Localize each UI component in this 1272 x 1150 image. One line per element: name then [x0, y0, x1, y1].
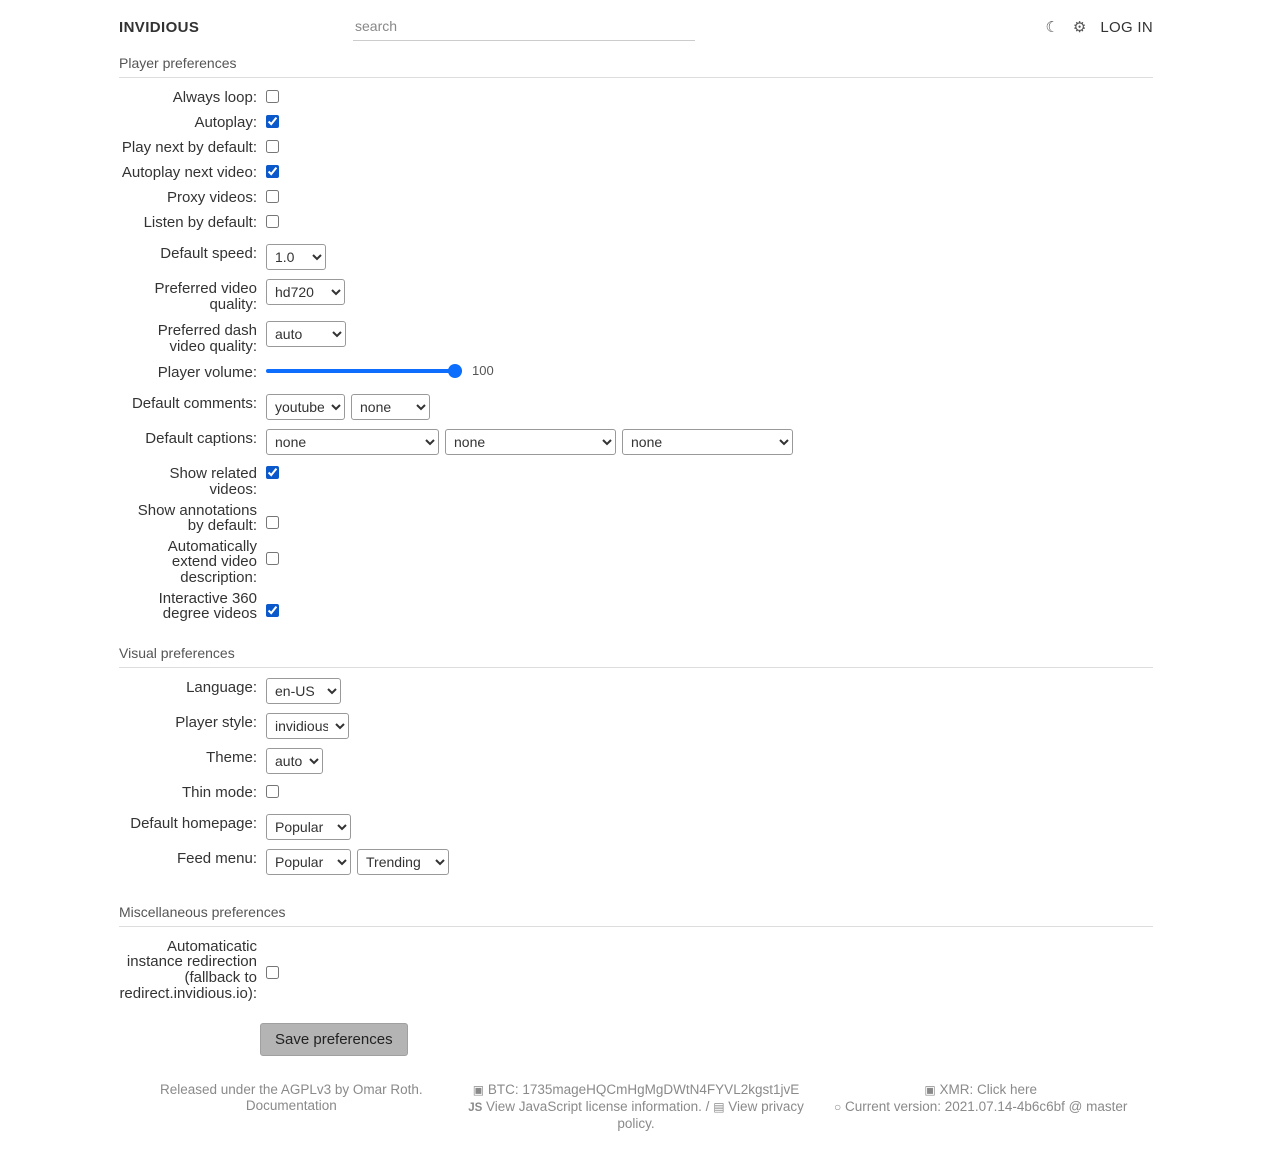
- select-default-speed[interactable]: [266, 244, 326, 270]
- pref-row-default-captions: [119, 429, 1153, 455]
- preferences-page: [0, 51, 1272, 1056]
- select-video-quality[interactable]: [266, 279, 345, 305]
- navbar-right: [819, 19, 1272, 36]
- field-play-next: [266, 138, 279, 153]
- section-title-misc: Miscellaneous preferences: [119, 900, 1153, 927]
- label-dash-quality: Preferred dash video quality:: [157, 322, 257, 355]
- field-show-related: [266, 464, 279, 479]
- label-always-loop: Always loop:: [172, 89, 257, 106]
- pref-row-feed-menu: [119, 849, 1153, 875]
- navbar-left: [0, 19, 353, 36]
- pref-row-autoplay: [119, 113, 1153, 135]
- footer-js-line: [464, 1099, 809, 1132]
- book-icon: ▤: [713, 1099, 725, 1114]
- field-default-speed: [266, 244, 326, 270]
- footer-left: [119, 1082, 464, 1132]
- field-player-volume: [266, 363, 494, 378]
- pref-row-default-comments: [119, 394, 1153, 420]
- navbar: [0, 0, 1272, 51]
- field-dash-quality: [266, 321, 346, 347]
- section-title-player: Player preferences: [119, 51, 1153, 78]
- label-theme: Theme:: [206, 748, 257, 766]
- label-player-style: Player style:: [175, 713, 257, 731]
- label-thin-mode: Thin mode:: [181, 783, 257, 801]
- field-player-style: [266, 713, 349, 739]
- footer-privacy-link[interactable]: View privacy policy.: [617, 1098, 804, 1132]
- pref-row-play-next: [119, 138, 1153, 160]
- pref-row-player-volume: [119, 363, 1153, 385]
- pref-row-player-style: [119, 713, 1153, 739]
- moon-icon[interactable]: ☾: [1045, 19, 1059, 36]
- search-form: [353, 14, 695, 41]
- field-feed-menu: [266, 849, 449, 875]
- search-input[interactable]: [353, 14, 695, 41]
- footer-xmr-link[interactable]: XMR: Click here: [939, 1082, 1037, 1098]
- checkbox-proxy-videos[interactable]: [266, 190, 279, 203]
- footer: [0, 1074, 1272, 1150]
- select-language[interactable]: [266, 678, 341, 704]
- label-instance-redirect: Automaticatic instance redirection (fallback to redirect.invidious.io):: [119, 937, 257, 1002]
- field-autoplay-next: [266, 163, 279, 178]
- label-extend-description: Automatically extend video description:: [167, 537, 257, 586]
- checkbox-thin-mode[interactable]: [266, 785, 279, 798]
- field-instance-redirect: [266, 937, 279, 979]
- javascript-icon: JS: [468, 1101, 483, 1114]
- field-listen-default: [266, 213, 279, 228]
- select-theme[interactable]: [266, 748, 323, 774]
- save-row: [119, 1023, 1153, 1056]
- select-captions-primary[interactable]: [266, 429, 439, 455]
- label-player-volume: Player volume:: [157, 364, 257, 382]
- checkbox-autoplay-next[interactable]: [266, 165, 279, 178]
- footer-center: [464, 1082, 809, 1132]
- footer-right: [808, 1082, 1153, 1132]
- label-proxy-videos: Proxy videos:: [166, 189, 257, 206]
- pref-row-listen-default: [119, 213, 1153, 235]
- checkbox-show-related[interactable]: [266, 466, 279, 479]
- footer-version-link[interactable]: Current version: 2021.07.14-4b6c6bf @ master: [845, 1098, 1128, 1114]
- footer-version-line: [808, 1099, 1153, 1116]
- field-theme: [266, 748, 323, 774]
- label-default-comments: Default comments:: [131, 395, 257, 413]
- label-autoplay: Autoplay:: [194, 114, 257, 131]
- pref-row-extend-description: [119, 537, 1153, 586]
- label-show-related: Show related videos:: [169, 465, 257, 498]
- select-captions-secondary[interactable]: [445, 429, 616, 455]
- checkbox-interactive-360[interactable]: [266, 604, 279, 617]
- select-comments-secondary[interactable]: [351, 394, 430, 420]
- navbar-center: [353, 14, 819, 41]
- pref-row-theme: [119, 748, 1153, 774]
- footer-license-text: Released under the AGPLv3 by Omar Roth.: [160, 1082, 423, 1098]
- pref-row-show-related: [119, 464, 1153, 497]
- select-feed-menu-primary[interactable]: [266, 849, 351, 875]
- pref-row-default-speed: [119, 244, 1153, 270]
- pref-row-language: [119, 678, 1153, 704]
- label-feed-menu: Feed menu:: [176, 849, 257, 867]
- checkbox-always-loop[interactable]: [266, 90, 279, 103]
- field-thin-mode: [266, 783, 279, 798]
- label-autoplay-next: Autoplay next video:: [121, 164, 257, 181]
- label-video-quality: Preferred video quality:: [154, 280, 257, 313]
- select-comments-primary[interactable]: [266, 394, 345, 420]
- label-play-next: Play next by default:: [121, 139, 257, 156]
- label-show-annotations: Show annotations by default:: [137, 501, 257, 535]
- github-icon: ○: [833, 1099, 842, 1114]
- pref-row-autoplay-next: [119, 163, 1153, 185]
- label-default-speed: Default speed:: [160, 245, 257, 262]
- field-default-homepage: [266, 814, 351, 840]
- brand-logo[interactable]: INVIDIOUS: [119, 19, 200, 36]
- checkbox-play-next[interactable]: [266, 140, 279, 153]
- label-default-homepage: Default homepage:: [130, 814, 257, 832]
- select-dash-quality[interactable]: [266, 321, 346, 347]
- footer-documentation-link[interactable]: Documentation: [245, 1097, 337, 1113]
- pref-row-default-homepage: [119, 814, 1153, 840]
- checkbox-extend-description[interactable]: [266, 552, 279, 565]
- field-video-quality: [266, 279, 345, 305]
- checkbox-listen-default[interactable]: [266, 215, 279, 228]
- slider-player-volume[interactable]: [266, 369, 462, 373]
- footer-separator: /: [705, 1098, 710, 1114]
- save-preferences-button[interactable]: Save preferences: [260, 1023, 408, 1056]
- select-captions-tertiary[interactable]: [622, 429, 793, 455]
- label-interactive-360: Interactive 360 degree videos: [158, 589, 257, 623]
- label-language: Language:: [186, 678, 257, 696]
- label-default-captions: Default captions:: [145, 430, 257, 448]
- select-default-homepage[interactable]: [266, 814, 351, 840]
- footer-btc-line: [464, 1082, 809, 1099]
- field-default-captions: [266, 429, 793, 455]
- field-always-loop: [266, 88, 279, 103]
- pref-row-dash-quality: [119, 321, 1153, 354]
- field-extend-description: [266, 537, 279, 565]
- checkbox-show-annotations[interactable]: [266, 516, 279, 529]
- field-interactive-360: [266, 589, 279, 617]
- checkbox-instance-redirect[interactable]: [266, 966, 279, 979]
- pref-row-proxy-videos: [119, 188, 1153, 210]
- field-show-annotations: [266, 501, 279, 529]
- field-language: [266, 678, 341, 704]
- select-player-style[interactable]: [266, 713, 349, 739]
- section-title-visual: Visual preferences: [119, 641, 1153, 668]
- pref-row-interactive-360: [119, 589, 1153, 622]
- login-link[interactable]: LOG IN: [1100, 19, 1153, 36]
- field-autoplay: [266, 113, 279, 128]
- field-proxy-videos: [266, 188, 279, 203]
- pref-row-always-loop: [119, 88, 1153, 110]
- pref-row-thin-mode: [119, 783, 1153, 805]
- monero-icon: ▣: [924, 1083, 936, 1098]
- pref-row-instance-redirect: [119, 937, 1153, 1001]
- footer-js-license-link[interactable]: View JavaScript license information.: [486, 1098, 702, 1114]
- gear-icon[interactable]: ⚙: [1072, 19, 1087, 36]
- footer-xmr-line: [808, 1082, 1153, 1099]
- footer-btc-text[interactable]: BTC: 1735mageHQCmHgMgDWtN4FYVL2kgst1jvE: [487, 1082, 800, 1098]
- checkbox-autoplay[interactable]: [266, 115, 279, 128]
- bitcoin-icon: ▣: [472, 1083, 485, 1098]
- select-feed-menu-secondary[interactable]: [357, 849, 449, 875]
- field-default-comments: [266, 394, 430, 420]
- pref-row-video-quality: [119, 279, 1153, 312]
- player-volume-value: 100: [472, 363, 494, 379]
- pref-row-show-annotations: [119, 501, 1153, 534]
- label-listen-default: Listen by default:: [143, 214, 257, 231]
